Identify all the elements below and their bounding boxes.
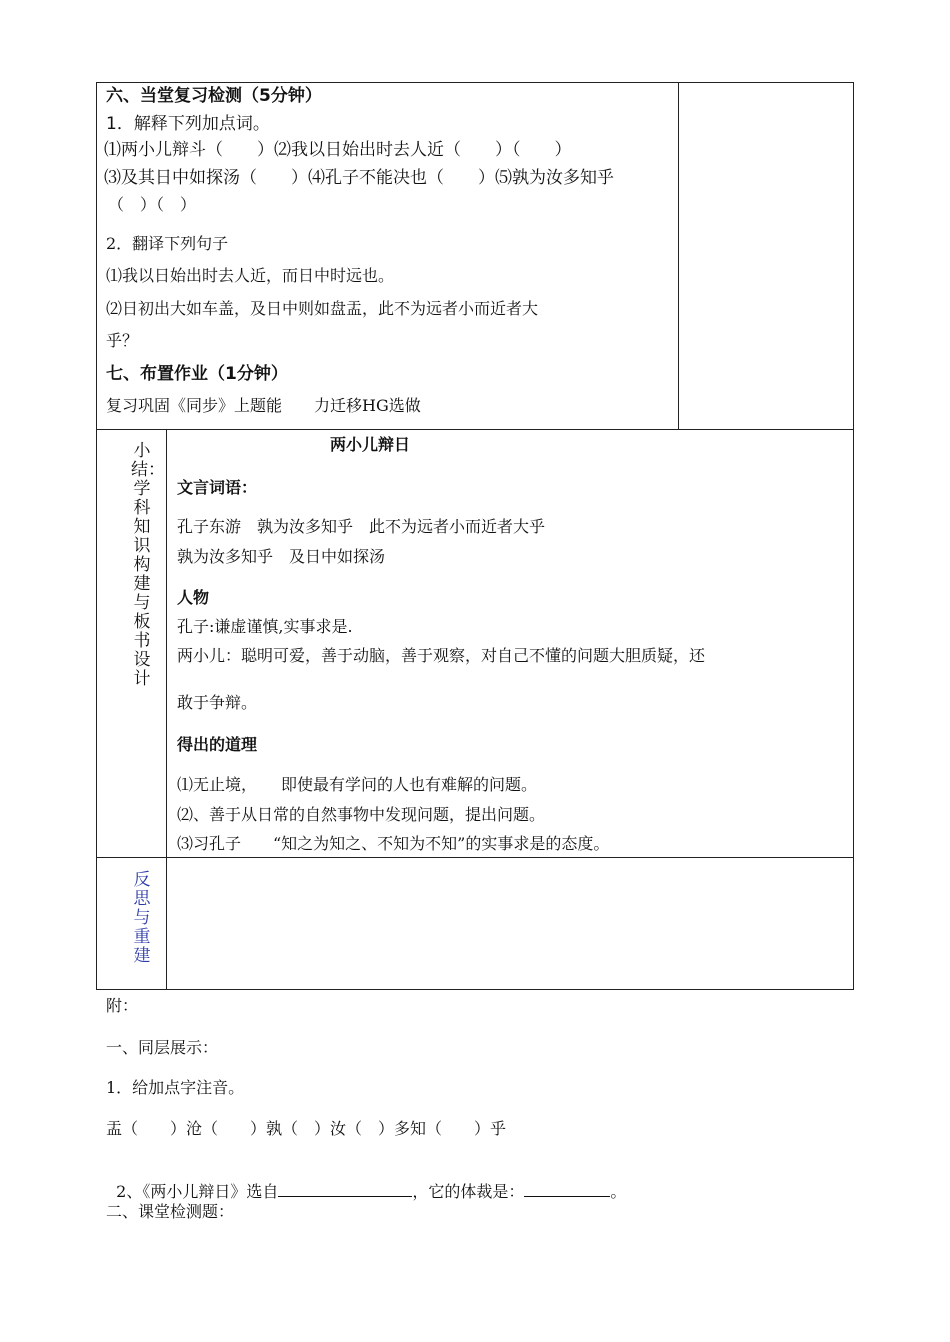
summary-title: 两小儿辩日 <box>330 435 411 454</box>
row-divider-1 <box>96 429 854 430</box>
genre-blank[interactable] <box>524 1180 610 1197</box>
appendix-item-2-middle: ，它的体裁是： <box>412 1182 525 1201</box>
appendix-section-1: 一、同层展示： <box>106 1038 219 1057</box>
question-1-title: 1．解释下列加点词。 <box>106 114 270 134</box>
column-divider-side-labels <box>166 429 167 990</box>
reflection-side-label: 反思与重建 <box>133 870 151 966</box>
table-border-right <box>853 82 854 990</box>
question-1-line-3: （ ）（ ） <box>108 195 197 214</box>
question-2-sentence-1: ⑴我以日始出时去人近，而日中时远也。 <box>106 266 395 285</box>
review-heading: 六、当堂复习检测（5分钟） <box>106 86 322 106</box>
appendix-section-2: 二、课堂检测题： <box>106 1202 235 1221</box>
people-heading: 人物 <box>177 588 210 607</box>
table-border-left <box>96 82 97 990</box>
people-kids-a: 两小儿：聪明可爱，善于动脑，善于观察，对自己不懂的问题大胆质疑，还 <box>177 646 706 665</box>
homework-text: 复习巩固《同步》上题能 力迁移HG选做 <box>106 396 421 415</box>
homework-heading: 七、布置作业（1分钟） <box>106 364 288 384</box>
question-2-title: 2．翻译下列句子 <box>106 234 229 253</box>
lesson-heading: 得出的道理 <box>177 735 258 754</box>
lesson-1: ⑴无止境， 即使最有学问的人也有难解的问题。 <box>177 775 538 794</box>
vocab-line-2: 孰为汝多知乎 及日中如探汤 <box>177 547 386 566</box>
lesson-2: ⑵、善于从日常的自然事物中发现问题，提出问题。 <box>177 805 546 824</box>
vocab-heading: 文言词语： <box>177 478 258 497</box>
question-1-line-1: ⑴两小儿辩斗（ ）⑵我以日始出时去人近（ ）（ ） <box>104 140 572 160</box>
question-1-line-2: ⑶及其日中如探汤（ ）⑷孔子不能决也（ ）⑸孰为汝多知乎 <box>104 168 614 188</box>
appendix-item-2-suffix: 。 <box>610 1182 627 1201</box>
appendix-item-1: 1．给加点字注音。 <box>106 1078 245 1097</box>
summary-side-label: 小结：学科知识构建与板书设计 <box>131 441 165 689</box>
question-2-sentence-2b: 乎？ <box>106 331 139 350</box>
appendix-item-1-line: 盂（ ）沧（ ）孰（ ）汝（ ）多知（ ）乎 <box>106 1119 507 1138</box>
table-border-bottom <box>96 989 854 990</box>
table-border-top <box>96 82 854 83</box>
appendix-item-2-prefix: 2、《两小儿辩日》选自 <box>116 1182 279 1201</box>
vocab-line-1: 孔子东游 孰为汝多知乎 此不为远者小而近者大乎 <box>177 517 546 536</box>
row-divider-2 <box>96 857 854 858</box>
appendix-label: 附： <box>106 996 139 1015</box>
column-divider-top-row <box>678 82 679 430</box>
people-kids-b: 敢于争辩。 <box>177 693 258 712</box>
people-kongzi: 孔子:谦虚谨慎,实事求是. <box>177 617 353 636</box>
source-blank[interactable] <box>278 1180 412 1197</box>
lesson-3: ⑶习孔子 “知之为知之、不知为不知”的实事求是的态度。 <box>177 834 610 853</box>
appendix-item-2 <box>106 1160 626 1202</box>
question-2-sentence-2a: ⑵日初出大如车盖，及日中则如盘盂，此不为远者小而近者大 <box>106 299 539 318</box>
